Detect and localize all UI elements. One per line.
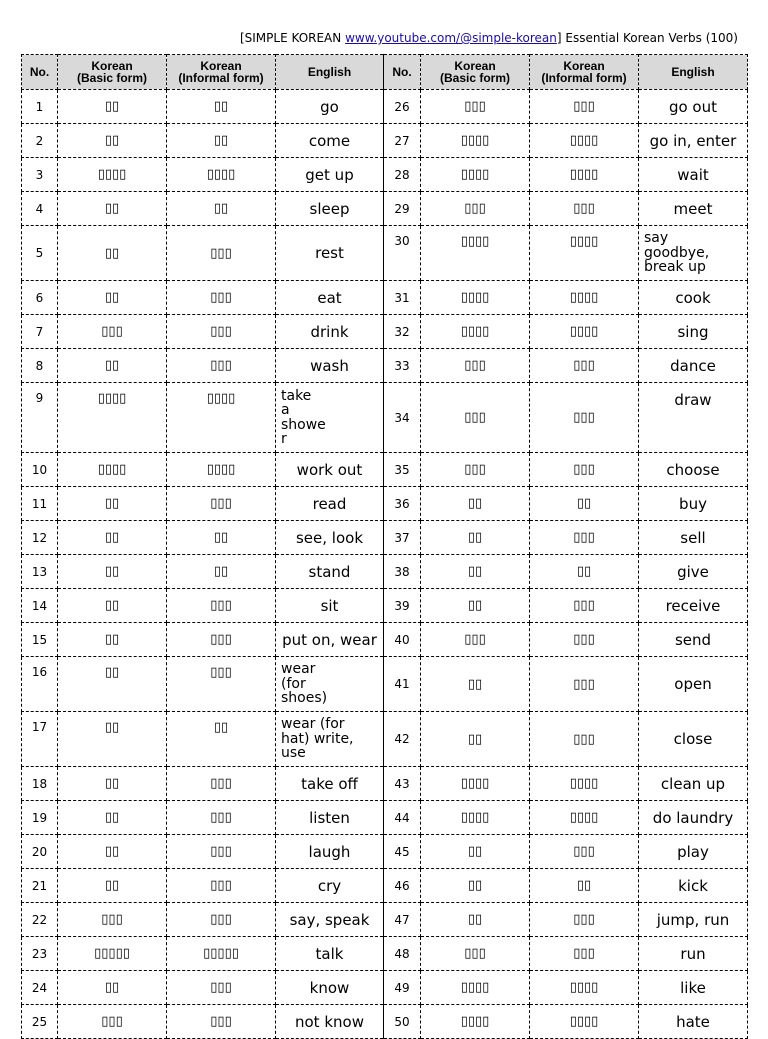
channel-link[interactable]: www.youtube.com/@simple-korean: [345, 31, 557, 45]
verb-korean-basic: ▯▯: [58, 712, 167, 767]
verb-english: open: [639, 657, 748, 712]
verb-number: 23: [22, 937, 58, 971]
verb-korean-basic: ▯▯: [58, 971, 167, 1005]
col-english: English: [276, 55, 384, 90]
verb-korean-basic: ▯▯▯▯: [421, 767, 530, 801]
verb-english-line: break up: [644, 259, 706, 276]
verb-table: [21, 54, 748, 1039]
verb-korean-basic: ▯▯: [421, 712, 530, 767]
verb-english: send: [639, 623, 748, 657]
verb-english: go in, enter: [639, 124, 748, 158]
table-row: [22, 801, 748, 835]
verb-korean-basic: ▯▯▯▯: [421, 315, 530, 349]
verb-korean-basic: ▯▯▯: [421, 383, 530, 453]
verb-korean-basic: ▯▯▯▯: [421, 281, 530, 315]
verb-korean-basic: ▯▯: [58, 349, 167, 383]
verb-english: wait: [639, 158, 748, 192]
verb-number: 1: [22, 90, 58, 124]
verb-korean-informal: ▯▯▯: [530, 657, 639, 712]
verb-korean-informal: ▯▯▯: [530, 835, 639, 869]
verb-korean-informal: ▯▯▯: [530, 937, 639, 971]
verb-english: rest: [276, 226, 384, 281]
verb-number: 37: [384, 521, 421, 555]
verb-english: sit: [276, 589, 384, 623]
verb-korean-basic: ▯▯▯▯: [421, 1005, 530, 1039]
verb-korean-basic: ▯▯: [421, 903, 530, 937]
verb-number: 38: [384, 555, 421, 589]
verb-english-line: goodbye,: [644, 244, 710, 261]
verb-korean-basic: ▯▯: [58, 124, 167, 158]
verb-korean-informal: ▯▯: [167, 555, 276, 589]
verb-korean-informal: ▯▯: [530, 487, 639, 521]
verb-korean-basic: ▯▯▯▯: [58, 158, 167, 192]
table-row: [22, 349, 748, 383]
verb-english: clean up: [639, 767, 748, 801]
verb-english: play: [639, 835, 748, 869]
verb-korean-basic: ▯▯▯: [421, 623, 530, 657]
verb-korean-informal: ▯▯: [530, 555, 639, 589]
verb-english: [276, 657, 384, 712]
verb-english: give: [639, 555, 748, 589]
verb-number: 21: [22, 869, 58, 903]
verb-korean-informal: ▯▯▯: [167, 971, 276, 1005]
verb-korean-basic: ▯▯: [58, 801, 167, 835]
verb-korean-informal: ▯▯▯: [530, 349, 639, 383]
verb-korean-informal: ▯▯▯: [167, 623, 276, 657]
verb-english: choose: [639, 453, 748, 487]
verb-korean-basic: ▯▯▯▯▯: [58, 937, 167, 971]
verb-korean-informal: ▯▯▯: [530, 90, 639, 124]
verb-korean-basic: ▯▯: [58, 555, 167, 589]
verb-korean-basic: ▯▯▯▯: [58, 453, 167, 487]
col-no: No.: [22, 55, 58, 90]
verb-korean-informal: ▯▯▯: [167, 835, 276, 869]
verb-number: 9: [22, 383, 58, 453]
verb-number: 35: [384, 453, 421, 487]
verb-english: [276, 383, 384, 453]
verb-number: 30: [384, 226, 421, 281]
verb-english-line: (for: [281, 675, 306, 692]
header-suffix: ] Essential Korean Verbs (100): [556, 31, 738, 45]
verb-number: 43: [384, 767, 421, 801]
verb-number: 29: [384, 192, 421, 226]
verb-korean-informal: ▯▯▯: [167, 487, 276, 521]
verb-number: 13: [22, 555, 58, 589]
col-korean-informal-2: Korean (Informal form): [530, 55, 639, 90]
verb-number: 10: [22, 453, 58, 487]
verb-korean-basic: ▯▯: [421, 869, 530, 903]
verb-korean-informal: ▯▯▯▯▯: [167, 937, 276, 971]
col-korean-basic: Korean (Basic form): [58, 55, 167, 90]
verb-korean-informal: ▯▯▯▯: [530, 801, 639, 835]
verb-korean-informal: ▯▯▯: [167, 226, 276, 281]
verb-korean-informal: ▯▯: [167, 192, 276, 226]
verb-korean-basic: ▯▯▯: [58, 903, 167, 937]
verb-korean-basic: ▯▯: [58, 281, 167, 315]
verb-korean-informal: ▯▯▯: [167, 903, 276, 937]
verb-korean-basic: ▯▯: [58, 487, 167, 521]
verb-number: 17: [22, 712, 58, 767]
verb-english-line: take: [281, 387, 312, 404]
verb-english: take off: [276, 767, 384, 801]
verb-english: cry: [276, 869, 384, 903]
verb-korean-basic: ▯▯: [58, 521, 167, 555]
verb-english: cook: [639, 281, 748, 315]
verb-korean-basic: ▯▯▯: [421, 453, 530, 487]
table-row: [22, 487, 748, 521]
verb-korean-basic: ▯▯▯: [421, 349, 530, 383]
verb-korean-basic: ▯▯▯: [58, 315, 167, 349]
verb-number: 45: [384, 835, 421, 869]
verb-korean-informal: ▯▯▯▯: [167, 453, 276, 487]
verb-english-line: say: [644, 230, 669, 247]
table-row: [22, 1005, 748, 1039]
verb-number: 11: [22, 487, 58, 521]
verb-english: run: [639, 937, 748, 971]
verb-korean-informal: ▯▯: [167, 124, 276, 158]
verb-korean-informal: ▯▯: [167, 90, 276, 124]
verb-english: drink: [276, 315, 384, 349]
verb-english: talk: [276, 937, 384, 971]
verb-korean-basic: ▯▯▯: [421, 90, 530, 124]
verb-korean-informal: ▯▯▯: [167, 589, 276, 623]
verb-english-line: shoes): [281, 690, 328, 707]
col-no-2: No.: [384, 55, 421, 90]
verb-number: 31: [384, 281, 421, 315]
col-korean-basic-2: Korean (Basic form): [421, 55, 530, 90]
verb-english: come: [276, 124, 384, 158]
verb-korean-informal: ▯▯▯: [530, 903, 639, 937]
table-row: [22, 192, 748, 226]
table-row: [22, 835, 748, 869]
verb-number: 12: [22, 521, 58, 555]
table-row: [22, 869, 748, 903]
verb-english: kick: [639, 869, 748, 903]
verb-korean-informal: ▯▯▯▯: [530, 226, 639, 281]
verb-korean-informal: ▯▯▯: [167, 315, 276, 349]
verb-english: know: [276, 971, 384, 1005]
verb-english-line: wear: [281, 661, 316, 678]
verb-korean-basic: ▯▯: [421, 521, 530, 555]
verb-korean-informal: ▯▯▯: [167, 657, 276, 712]
table-row: [22, 315, 748, 349]
verb-korean-basic: ▯▯▯▯: [421, 124, 530, 158]
verb-english: work out: [276, 453, 384, 487]
table-row: [22, 971, 748, 1005]
verb-korean-informal: ▯▯▯: [167, 767, 276, 801]
verb-english-line: showe: [281, 416, 326, 433]
verb-english: eat: [276, 281, 384, 315]
verb-number: 8: [22, 349, 58, 383]
verb-korean-informal: ▯▯▯▯: [530, 971, 639, 1005]
verb-korean-informal: ▯▯▯: [530, 623, 639, 657]
verb-korean-basic: ▯▯: [421, 835, 530, 869]
verb-korean-basic: ▯▯: [421, 487, 530, 521]
verb-number: 22: [22, 903, 58, 937]
verb-english: get up: [276, 158, 384, 192]
verb-korean-informal: ▯▯▯▯: [530, 767, 639, 801]
verb-korean-basic: ▯▯▯: [421, 192, 530, 226]
verb-korean-basic: ▯▯: [421, 657, 530, 712]
header-prefix: [SIMPLE KOREAN: [239, 31, 346, 45]
verb-korean-basic: ▯▯: [58, 589, 167, 623]
verb-korean-basic: ▯▯▯: [421, 937, 530, 971]
table-row: [22, 521, 748, 555]
verb-number: 41: [384, 657, 421, 712]
table-row: [22, 589, 748, 623]
table-header-row: [22, 55, 748, 90]
table-row: [22, 712, 748, 767]
verb-korean-informal: ▯▯▯: [530, 383, 639, 453]
verb-korean-basic: ▯▯▯▯: [421, 971, 530, 1005]
verb-number: 16: [22, 657, 58, 712]
verb-number: 44: [384, 801, 421, 835]
verb-number: 5: [22, 226, 58, 281]
table-row: [22, 623, 748, 657]
verb-number: 19: [22, 801, 58, 835]
verb-english: sell: [639, 521, 748, 555]
verb-english-line: hat) write,: [281, 730, 354, 747]
verb-korean-informal: ▯▯▯: [530, 589, 639, 623]
verb-english: meet: [639, 192, 748, 226]
table-row: [22, 281, 748, 315]
verb-korean-informal: ▯▯▯▯: [530, 1005, 639, 1039]
verb-number: 47: [384, 903, 421, 937]
verb-korean-informal: ▯▯: [530, 869, 639, 903]
verb-english: go: [276, 90, 384, 124]
verb-english-line: use: [281, 745, 306, 762]
verb-english: wash: [276, 349, 384, 383]
verb-korean-basic: ▯▯: [58, 192, 167, 226]
verb-korean-informal: ▯▯▯: [167, 1005, 276, 1039]
verb-number: 18: [22, 767, 58, 801]
verb-number: 24: [22, 971, 58, 1005]
verb-korean-informal: ▯▯▯: [530, 521, 639, 555]
col-english-2: English: [639, 55, 748, 90]
verb-number: 33: [384, 349, 421, 383]
table-row: [22, 657, 748, 712]
verb-english: say, speak: [276, 903, 384, 937]
verb-korean-informal: ▯▯▯▯: [167, 383, 276, 453]
table-row: [22, 453, 748, 487]
verb-korean-informal: ▯▯▯: [530, 192, 639, 226]
verb-korean-informal: ▯▯▯▯: [530, 158, 639, 192]
verb-english: receive: [639, 589, 748, 623]
verb-number: 14: [22, 589, 58, 623]
verb-number: 3: [22, 158, 58, 192]
verb-english: not know: [276, 1005, 384, 1039]
verb-english: sleep: [276, 192, 384, 226]
verb-korean-basic: ▯▯▯▯: [58, 383, 167, 453]
verb-english: [276, 712, 384, 767]
verb-korean-basic: ▯▯▯▯: [421, 801, 530, 835]
verb-english: go out: [639, 90, 748, 124]
verb-number: 46: [384, 869, 421, 903]
verb-english: dance: [639, 349, 748, 383]
verb-english-line: wear (for: [281, 716, 345, 733]
verb-korean-basic: ▯▯: [58, 90, 167, 124]
verb-number: 27: [384, 124, 421, 158]
table-row: [22, 383, 748, 453]
verb-english: hate: [639, 1005, 748, 1039]
verb-korean-informal: ▯▯▯▯: [530, 315, 639, 349]
verb-number: 39: [384, 589, 421, 623]
verb-number: 36: [384, 487, 421, 521]
table-row: [22, 124, 748, 158]
verb-korean-informal: ▯▯▯: [530, 453, 639, 487]
table-row: [22, 903, 748, 937]
verb-korean-basic: ▯▯▯▯: [421, 158, 530, 192]
page-header: [240, 31, 738, 45]
verb-korean-informal: ▯▯▯: [167, 281, 276, 315]
verb-number: 42: [384, 712, 421, 767]
verb-english: buy: [639, 487, 748, 521]
col-korean-informal: Korean (Informal form): [167, 55, 276, 90]
verb-number: 34: [384, 383, 421, 453]
verb-number: 7: [22, 315, 58, 349]
verb-korean-informal: ▯▯▯: [167, 869, 276, 903]
verb-number: 50: [384, 1005, 421, 1039]
verb-korean-basic: ▯▯: [58, 835, 167, 869]
verb-korean-informal: ▯▯▯▯: [530, 281, 639, 315]
table-row: [22, 937, 748, 971]
verb-english: [639, 226, 748, 281]
verb-english: put on, wear: [276, 623, 384, 657]
verb-korean-informal: ▯▯: [167, 712, 276, 767]
verb-number: 28: [384, 158, 421, 192]
verb-korean-informal: ▯▯▯▯: [167, 158, 276, 192]
verb-korean-informal: ▯▯: [167, 521, 276, 555]
verb-number: 48: [384, 937, 421, 971]
verb-english: like: [639, 971, 748, 1005]
verb-number: 15: [22, 623, 58, 657]
verb-korean-informal: ▯▯▯: [530, 712, 639, 767]
verb-korean-basic: ▯▯: [58, 657, 167, 712]
verb-number: 4: [22, 192, 58, 226]
verb-english: stand: [276, 555, 384, 589]
table-row: [22, 226, 748, 281]
table-row: [22, 555, 748, 589]
verb-number: 6: [22, 281, 58, 315]
verb-korean-basic: ▯▯: [421, 589, 530, 623]
verb-number: 20: [22, 835, 58, 869]
table-row: [22, 90, 748, 124]
verb-number: 32: [384, 315, 421, 349]
verb-english: jump, run: [639, 903, 748, 937]
verb-english: close: [639, 712, 748, 767]
verb-english: read: [276, 487, 384, 521]
verb-korean-basic: ▯▯: [58, 226, 167, 281]
verb-number: 26: [384, 90, 421, 124]
verb-korean-basic: ▯▯: [58, 869, 167, 903]
verb-korean-basic: ▯▯▯▯: [421, 226, 530, 281]
verb-korean-informal: ▯▯▯: [167, 801, 276, 835]
verb-korean-informal: ▯▯▯: [167, 349, 276, 383]
verb-english-line: a: [281, 402, 290, 418]
verb-english: listen: [276, 801, 384, 835]
verb-number: 2: [22, 124, 58, 158]
verb-english: draw: [639, 383, 748, 453]
verb-korean-basic: ▯▯: [421, 555, 530, 589]
verb-korean-basic: ▯▯▯: [58, 1005, 167, 1039]
verb-english: see, look: [276, 521, 384, 555]
verb-korean-basic: ▯▯: [58, 623, 167, 657]
verb-number: 25: [22, 1005, 58, 1039]
verb-korean-basic: ▯▯: [58, 767, 167, 801]
verb-english: do laundry: [639, 801, 748, 835]
verb-korean-informal: ▯▯▯▯: [530, 124, 639, 158]
table-row: [22, 158, 748, 192]
verb-number: 40: [384, 623, 421, 657]
verb-number: 49: [384, 971, 421, 1005]
verb-english: sing: [639, 315, 748, 349]
table-row: [22, 767, 748, 801]
verb-english: laugh: [276, 835, 384, 869]
verb-english-line: r: [281, 431, 287, 447]
